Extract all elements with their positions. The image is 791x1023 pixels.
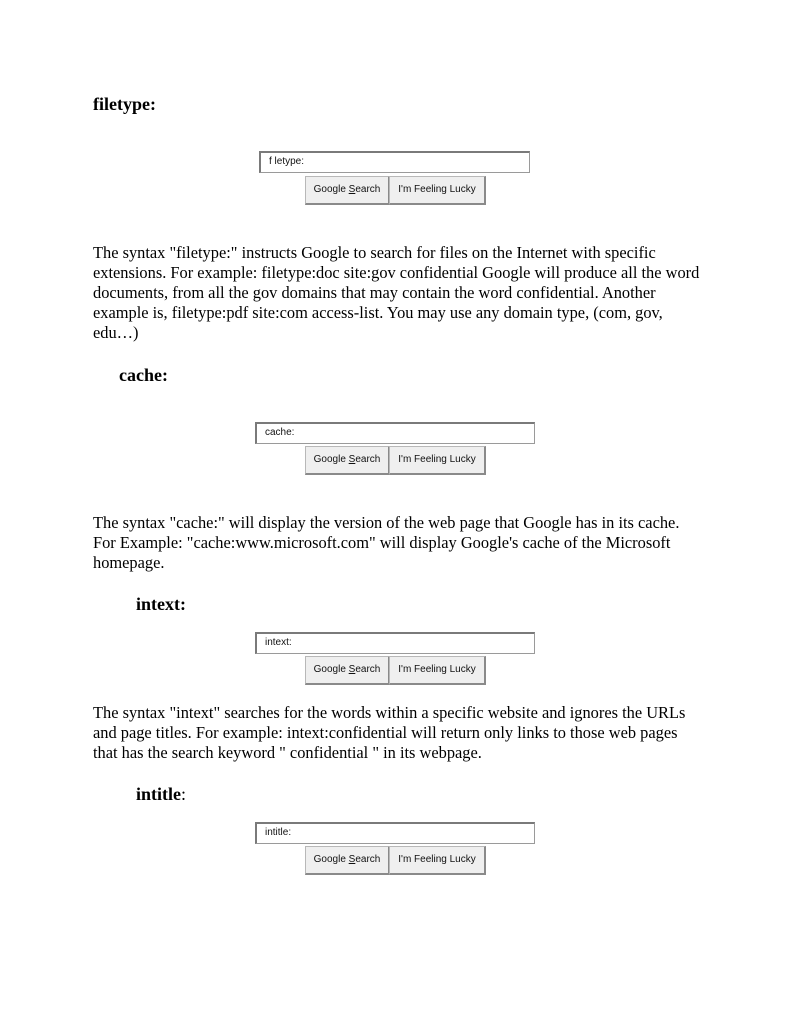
search-label-pre: Google bbox=[313, 664, 349, 675]
search-label-post: earch bbox=[355, 454, 381, 465]
paragraph-cache: The syntax "cache:" will display the version of the web page that Google has in its cache. For Example: "cache:www.microsoft.com" will display Google's cache of the Microsoft homepage. bbox=[93, 513, 680, 572]
search-input-cache[interactable]: cache: bbox=[255, 422, 535, 444]
search-label-post: earch bbox=[355, 854, 381, 865]
search-label-accesskey: S bbox=[348, 184, 356, 195]
google-search-button-filetype[interactable] bbox=[305, 176, 390, 205]
search-label-pre: Google bbox=[313, 454, 349, 465]
search-label-pre: Google bbox=[313, 854, 349, 865]
heading-intitle-text: intitle bbox=[136, 784, 181, 804]
google-search-button-intitle[interactable] bbox=[305, 846, 390, 875]
google-search-button-cache[interactable] bbox=[305, 446, 390, 475]
search-label-accesskey: S bbox=[348, 454, 356, 465]
heading-intitle-colon: : bbox=[181, 784, 187, 804]
paragraph-filetype: The syntax "filetype:" instructs Google to search for files on the Internet with specific extensions. For example: filetype:doc site:gov confidential Google will produce all the word documents, from all the gov domains that may contain the word confidential. Another example is, filetype:pdf site:com access-list. You may use any domain type, (com, gov, edu…) bbox=[93, 243, 700, 342]
search-input-intext[interactable]: intext: bbox=[255, 632, 535, 654]
google-search-button-intext[interactable] bbox=[305, 656, 390, 685]
search-input-intitle[interactable]: intitle: bbox=[255, 822, 535, 844]
feeling-lucky-button-filetype[interactable]: I'm Feeling Lucky bbox=[389, 176, 486, 205]
feeling-lucky-button-intitle[interactable]: I'm Feeling Lucky bbox=[389, 846, 486, 875]
search-label-post: earch bbox=[355, 664, 381, 675]
search-label-pre: Google bbox=[313, 184, 349, 195]
paragraph-intext: The syntax "intext" searches for the words within a specific website and ignores the URLs and page titles. For example: intext:confidential will return only links to those web pages that has the search keyword " confidential " in its webpage. bbox=[93, 703, 686, 762]
search-label-accesskey: S bbox=[348, 854, 356, 865]
heading-cache: cache: bbox=[119, 365, 168, 385]
feeling-lucky-button-intext[interactable]: I'm Feeling Lucky bbox=[389, 656, 486, 685]
heading-intitle bbox=[136, 784, 186, 804]
heading-filetype: filetype: bbox=[93, 94, 156, 114]
search-label-post: earch bbox=[355, 184, 381, 195]
search-input-filetype[interactable]: f letype: bbox=[259, 151, 530, 173]
heading-intext: intext: bbox=[136, 594, 186, 614]
feeling-lucky-button-cache[interactable]: I'm Feeling Lucky bbox=[389, 446, 486, 475]
search-label-accesskey: S bbox=[348, 664, 356, 675]
